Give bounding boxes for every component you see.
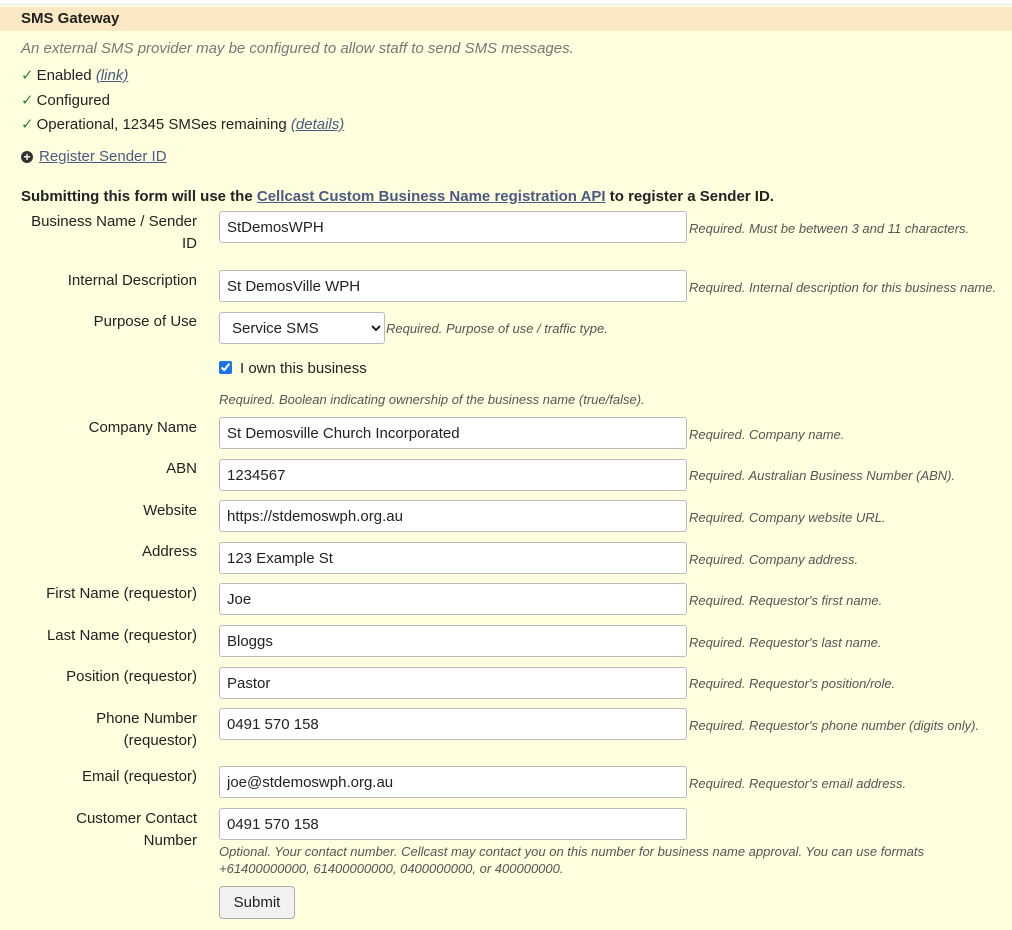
internal-description-label: Internal Description bbox=[67, 272, 197, 289]
website-input[interactable] bbox=[219, 500, 687, 532]
details-link[interactable]: (details) bbox=[290, 116, 345, 133]
customer-contact-label: Customer Contact Number bbox=[76, 810, 197, 849]
website-label: Website bbox=[143, 502, 197, 519]
phone-input[interactable] bbox=[219, 708, 687, 740]
check-icon: ✓ bbox=[21, 116, 34, 133]
own-business-help: Required. Boolean indicating ownership of the business name (true/false). bbox=[219, 392, 645, 407]
check-icon: ✓ bbox=[21, 67, 34, 84]
position-help: Required. Requestor's position/role. bbox=[689, 676, 896, 691]
business-name-label: Business Name / Sender ID bbox=[31, 213, 197, 252]
status-configured-label: Configured bbox=[36, 92, 110, 109]
address-input[interactable] bbox=[219, 542, 687, 574]
status-enabled bbox=[21, 66, 128, 84]
register-sender-id[interactable] bbox=[21, 148, 167, 165]
website-help: Required. Company website URL. bbox=[689, 510, 886, 525]
register-sender-id-link[interactable]: Register Sender ID bbox=[39, 148, 167, 165]
purpose-label: Purpose of Use bbox=[93, 313, 197, 330]
purpose-select[interactable] bbox=[219, 312, 385, 344]
business-name-help: Required. Must be between 3 and 11 characters. bbox=[689, 221, 970, 236]
company-name-input[interactable] bbox=[219, 417, 687, 449]
own-business-checkbox[interactable] bbox=[219, 361, 232, 374]
phone-help: Required. Requestor's phone number (digits only). bbox=[689, 718, 980, 733]
section-header bbox=[0, 7, 1012, 31]
address-help: Required. Company address. bbox=[689, 552, 859, 567]
status-enabled-label: Enabled bbox=[36, 67, 92, 84]
customer-contact-input[interactable] bbox=[219, 808, 687, 840]
last-name-input[interactable] bbox=[219, 625, 687, 657]
abn-input[interactable] bbox=[219, 459, 687, 491]
plus-circle-icon: + bbox=[21, 151, 33, 163]
first-name-help: Required. Requestor's first name. bbox=[689, 593, 883, 608]
email-input[interactable] bbox=[219, 766, 687, 798]
first-name-label: First Name (requestor) bbox=[46, 585, 197, 602]
submit-button[interactable]: Submit bbox=[219, 886, 295, 919]
check-icon: ✓ bbox=[21, 92, 34, 109]
last-name-help: Required. Requestor's last name. bbox=[689, 635, 882, 650]
email-help: Required. Requestor's email address. bbox=[689, 776, 907, 791]
phone-label: Phone Number (requestor) bbox=[96, 710, 197, 749]
form-intro-suffix: to register a Sender ID. bbox=[609, 188, 774, 205]
cellcast-api-link[interactable]: Cellcast Custom Business Name registration API bbox=[256, 188, 606, 205]
email-label: Email (requestor) bbox=[81, 768, 197, 785]
form-intro bbox=[21, 188, 774, 205]
status-configured bbox=[21, 91, 110, 109]
internal-description-help: Required. Internal description for this business name. bbox=[689, 280, 997, 295]
status-operational bbox=[21, 115, 344, 133]
first-name-input[interactable] bbox=[219, 583, 687, 615]
enabled-link[interactable]: (link) bbox=[95, 67, 129, 84]
position-label: Position (requestor) bbox=[66, 668, 197, 685]
status-operational-label: Operational, 12345 SMSes remaining bbox=[36, 116, 287, 133]
position-input[interactable] bbox=[219, 667, 687, 699]
internal-description-input[interactable] bbox=[219, 270, 687, 302]
section-intro: An external SMS provider may be configured to allow staff to send SMS messages. bbox=[21, 40, 574, 57]
form-intro-prefix: Submitting this form will use the bbox=[21, 188, 253, 205]
own-business-label: I own this business bbox=[240, 360, 367, 377]
customer-contact-help-2: +61400000000, 61400000000, 0400000000, or 400000000. bbox=[219, 861, 564, 876]
last-name-label: Last Name (requestor) bbox=[46, 627, 197, 644]
address-label: Address bbox=[141, 543, 197, 560]
business-name-input[interactable] bbox=[219, 211, 687, 243]
company-name-help: Required. Company name. bbox=[689, 427, 845, 442]
abn-help: Required. Australian Business Number (ABN). bbox=[689, 468, 956, 483]
abn-label: ABN bbox=[166, 460, 197, 477]
top-divider bbox=[0, 0, 1012, 5]
company-name-label: Company Name bbox=[88, 419, 197, 436]
purpose-help: Required. Purpose of use / traffic type. bbox=[386, 321, 608, 336]
own-business-field bbox=[219, 360, 367, 377]
customer-contact-help-1: Optional. Your contact number. Cellcast may contact you on this number for business name approval. You can use formats bbox=[219, 844, 925, 859]
section-title: SMS Gateway bbox=[21, 10, 120, 27]
